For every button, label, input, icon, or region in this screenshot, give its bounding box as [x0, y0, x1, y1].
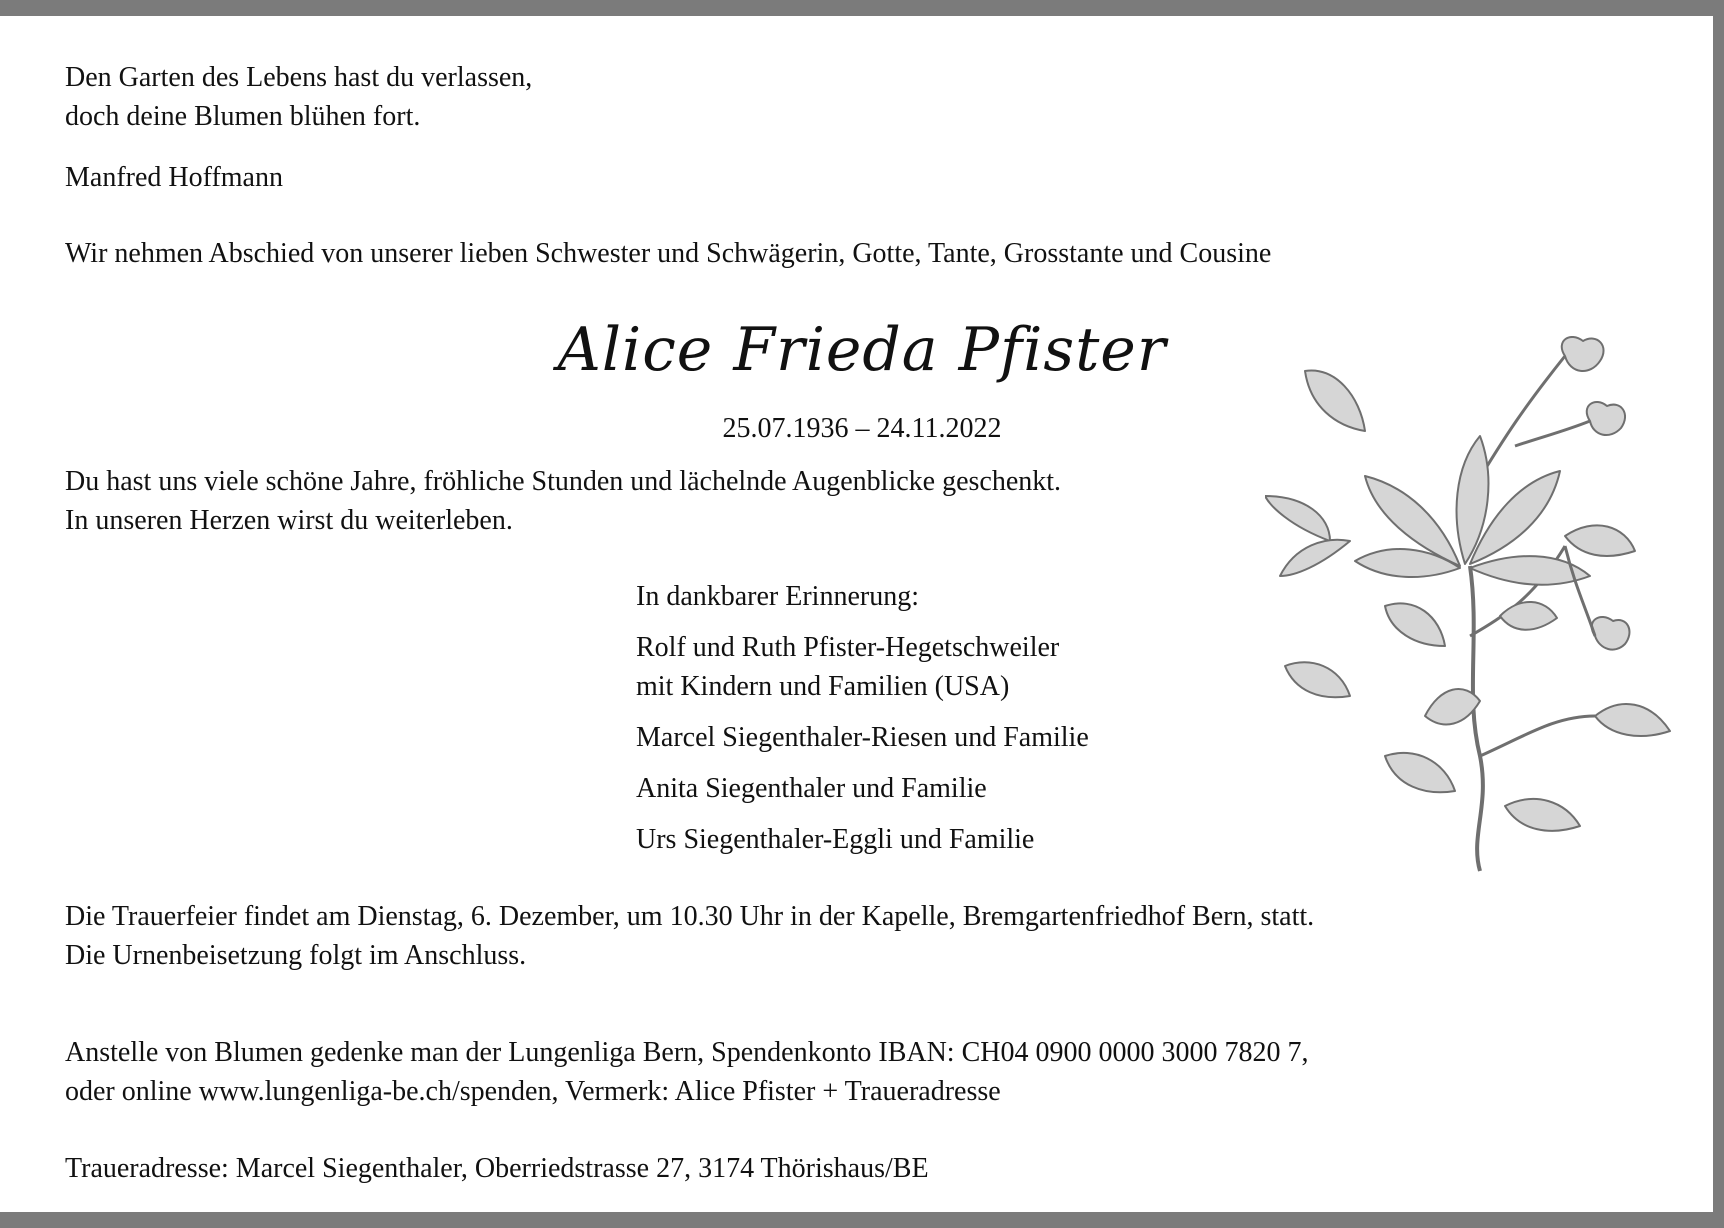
obituary-page	[0, 16, 1713, 1212]
mourning-address: Traueradresse: Marcel Siegenthaler, Oberriedstrasse 27, 3174 Thörishaus/BE	[65, 1153, 929, 1184]
deceased-name: Alice Frieda Pfister	[557, 315, 1167, 385]
flower-illustration-icon	[1265, 336, 1675, 876]
verse-line-1: Den Garten des Lebens hast du verlassen,	[65, 62, 533, 93]
donation-line-1: Anstelle von Blumen gedenke man der Lungenliga Bern, Spendenkonto IBAN: CH04 0900 0000 3000 7820 7,	[65, 1037, 1309, 1068]
mourner-entry: Rolf und Ruth Pfister-Hegetschweiler	[636, 632, 1060, 663]
mourner-entry: Urs Siegenthaler-Eggli und Familie	[636, 824, 1035, 855]
verse-author: Manfred Hoffmann	[65, 162, 283, 193]
mourner-entry: Anita Siegenthaler und Familie	[636, 773, 987, 804]
life-dates: 25.07.1936 – 24.11.2022	[722, 413, 1002, 444]
tribute-line-1: Du hast uns viele schöne Jahre, fröhliche Stunden und lächelnde Augenblicke geschenkt.	[65, 466, 1062, 497]
mourner-entry: Marcel Siegenthaler-Riesen und Familie	[636, 722, 1089, 753]
donation-line-2: oder online www.lungenliga-be.ch/spenden, Vermerk: Alice Pfister + Traueradresse	[65, 1076, 1001, 1107]
verse-line-2: doch deine Blumen blühen fort.	[65, 101, 421, 132]
mourners-heading: In dankbarer Erinnerung:	[636, 581, 919, 612]
ceremony-line-1: Die Trauerfeier findet am Dienstag, 6. Dezember, um 10.30 Uhr in der Kapelle, Bremgartenfriedhof Bern, statt.	[65, 901, 1315, 932]
ceremony-line-2: Die Urnenbeisetzung folgt im Anschluss.	[65, 940, 527, 971]
tribute-line-2: In unseren Herzen wirst du weiterleben.	[65, 505, 513, 536]
mourner-entry: mit Kindern und Familien (USA)	[636, 671, 1010, 702]
farewell-line: Wir nehmen Abschied von unserer lieben Schwester und Schwägerin, Gotte, Tante, Grosstante und Cousine	[65, 238, 1272, 269]
